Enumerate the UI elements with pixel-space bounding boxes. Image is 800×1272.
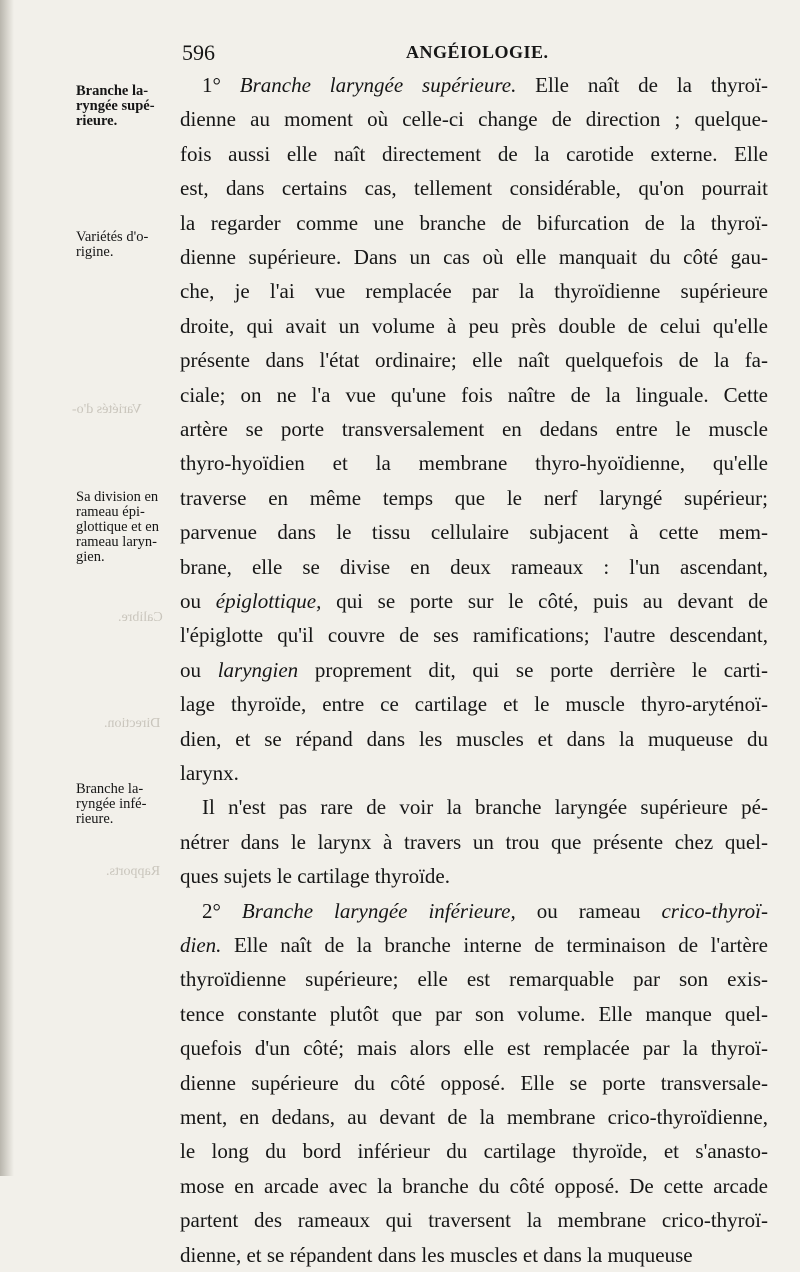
- text-line: [180, 1169, 768, 1203]
- text-line: [180, 240, 768, 274]
- text-run: droite, qui avait un volume à peu près double de celui qu'elle: [180, 313, 768, 338]
- text-run: le long du bord inférieur du cartilage thyroïde, et s'anasto-: [180, 1139, 768, 1164]
- text-line: [180, 102, 768, 136]
- show-through-text: Direction.: [104, 716, 161, 731]
- text-line: [180, 1134, 768, 1168]
- text-line: [180, 756, 768, 790]
- text-run: artère se porte transversalement en dedans entre le muscle: [180, 417, 768, 441]
- text-run: ment, en dedans, au devant de la membrane crico-thyroïdienne,: [180, 1105, 768, 1129]
- italic-term: crico-thyroï-: [661, 898, 768, 923]
- italic-term: Branche laryngée supérieure.: [239, 73, 517, 97]
- italic-term: laryngien: [217, 657, 299, 682]
- text-line: [180, 206, 768, 240]
- text-line: [180, 584, 768, 618]
- italic-term: Branche laryngée inférieure,: [241, 898, 516, 923]
- text-run: ou: [180, 657, 218, 682]
- text-run: la regarder comme une branche de bifurcation de la thyroï-: [180, 210, 768, 235]
- italic-term: dien.: [180, 933, 222, 957]
- text-run: 1°: [202, 73, 240, 97]
- text-line: [180, 550, 768, 584]
- text-run: nétrer dans le larynx à travers un trou que présente chez quel-: [180, 829, 768, 854]
- text-line: [180, 343, 768, 377]
- text-run: larynx.: [180, 761, 239, 785]
- text-run: Elle naît de la branche interne de terminaison de l'artère: [221, 933, 768, 957]
- text-line: [180, 1100, 768, 1134]
- text-line: [180, 997, 768, 1031]
- text-run: thyroïdienne supérieure; elle est remarquable par son exis-: [180, 967, 768, 992]
- text-line: [180, 446, 768, 480]
- text-run: ou rameau: [515, 898, 662, 923]
- text-run: mose en arcade avec la branche du côté opposé. De cette arcade: [180, 1173, 768, 1198]
- text-line: [180, 894, 768, 928]
- text-run: dienne supérieure du côté opposé. Elle se porte transversale-: [180, 1070, 768, 1095]
- margin-note: Variétés d'o- rigine.: [76, 229, 149, 260]
- page-number: 596: [182, 40, 215, 65]
- text-line: [180, 137, 768, 171]
- text-line: [180, 274, 768, 308]
- text-run: ou: [180, 589, 216, 613]
- margin-note: Sa division en rameau épi- glottique et en rameau laryn- gien.: [76, 489, 159, 565]
- text-run: dien, et se répand dans les muscles et dans la muqueuse du: [180, 726, 768, 751]
- text-line: [180, 1031, 768, 1065]
- italic-term: épiglottique,: [215, 589, 322, 613]
- text-run: lage thyroïde, entre ce cartilage et le muscle thyro-aryténoï-: [180, 692, 768, 717]
- text-run: dienne au moment où celle-ci change de direction ; quelque-: [180, 107, 768, 132]
- text-line: [180, 859, 768, 893]
- running-title: ANGÉIOLOGIE.: [406, 42, 549, 62]
- text-line: [180, 1238, 768, 1272]
- margin-note: Branche la- ryngée supé- rieure.: [76, 83, 155, 129]
- text-run: dienne, et se répandent dans les muscles et dans la muqueuse: [180, 1242, 693, 1267]
- text-line: [180, 68, 768, 102]
- text-line: [180, 618, 768, 652]
- text-run: présente dans l'état ordinaire; elle naît quelquefois de la fa-: [180, 348, 768, 373]
- page-edge-shadow: [0, 0, 14, 1176]
- text-line: [180, 1203, 768, 1237]
- text-run: quefois d'un côté; mais alors elle est remplacée par la thyroï-: [180, 1036, 768, 1061]
- text-run: fois aussi elle naît directement de la carotide externe. Elle: [180, 141, 768, 166]
- text-run: l'épiglotte qu'il couvre de ses ramifications; l'autre descendant,: [180, 623, 768, 648]
- running-head: [0, 40, 800, 70]
- text-run: proprement dit, qui se porte derrière le carti-: [298, 657, 768, 682]
- show-through-text: Calibre.: [118, 610, 163, 625]
- show-through-text: Variétés d'o-: [72, 402, 142, 417]
- text-run: qui se porte sur le côté, puis au devant de: [321, 589, 768, 613]
- margin-note: Branche la- ryngée infé- rieure.: [76, 781, 147, 827]
- text-run: Elle naît de la thyroï-: [516, 73, 768, 97]
- text-line: [180, 687, 768, 721]
- text-line: [180, 653, 768, 687]
- text-run: est, dans certains cas, tellement considérable, qu'on pourrait: [180, 176, 768, 201]
- text-line: [180, 412, 768, 446]
- text-run: partent des rameaux qui traversent la membrane crico-thyroï-: [180, 1208, 768, 1233]
- text-run: tence constante plutôt que par son volume. Elle manque quel-: [180, 1001, 768, 1026]
- text-run: ques sujets le cartilage thyroïde.: [180, 864, 450, 889]
- text-run: dienne supérieure. Dans un cas où elle manquait du côté gau-: [180, 245, 768, 269]
- text-line: [180, 825, 768, 859]
- text-run: Il n'est pas rare de voir la branche laryngée supérieure pé-: [202, 795, 768, 820]
- text-run: parvenue dans le tissu cellulaire subjacent à cette mem-: [180, 520, 768, 545]
- text-line: [180, 481, 768, 515]
- text-line: [180, 790, 768, 824]
- text-line: [180, 722, 768, 756]
- text-line: [180, 515, 768, 549]
- text-line: [180, 1066, 768, 1100]
- show-through-text: Rapports.: [106, 864, 161, 879]
- text-line: [180, 171, 768, 205]
- text-line: [180, 378, 768, 412]
- text-line: [180, 309, 768, 343]
- text-run: che, je l'ai vue remplacée par la thyroïdienne supérieure: [180, 279, 768, 304]
- text-run: 2°: [202, 898, 242, 923]
- text-run: ciale; on ne l'a vue qu'une fois naître de la linguale. Cette: [180, 382, 768, 407]
- text-line: [180, 962, 768, 996]
- text-run: thyro-hyoïdien et la membrane thyro-hyoïdienne, qu'elle: [180, 451, 768, 476]
- text-run: traverse en même temps que le nerf laryngé supérieur;: [180, 485, 768, 510]
- text-run: brane, elle se divise en deux rameaux : l'un ascendant,: [180, 554, 768, 579]
- text-line: [180, 928, 768, 962]
